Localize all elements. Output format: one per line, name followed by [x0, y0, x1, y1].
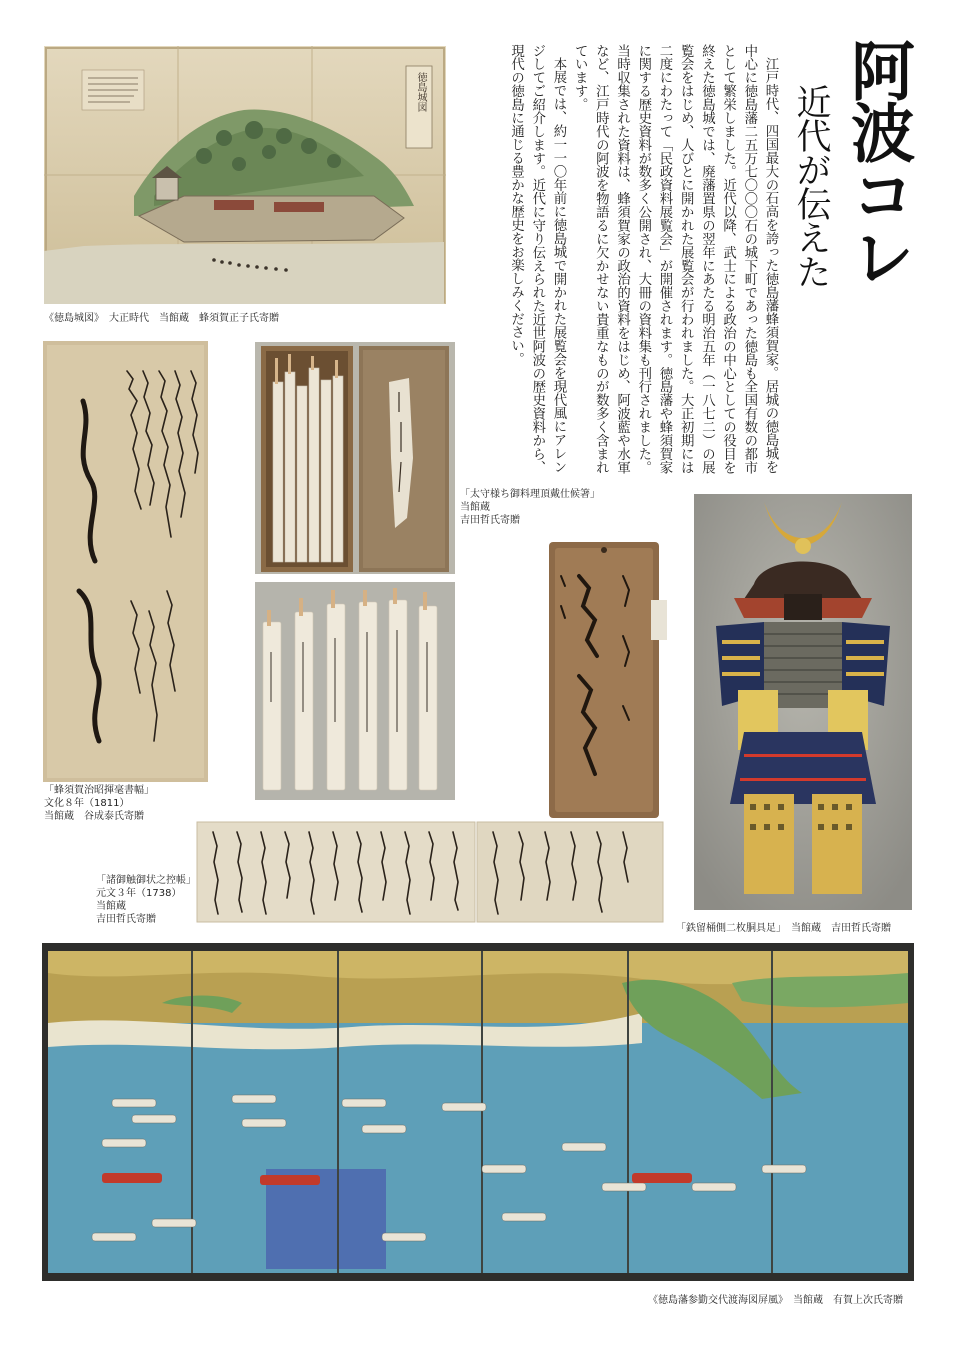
calligraphy-caption-owner: 当館蔵 谷成泰氏寄贈 [44, 811, 144, 822]
page-title: 阿波コレ [840, 38, 914, 286]
intro-text [475, 44, 781, 474]
ledger-caption-owner: 当館蔵 [96, 901, 126, 912]
armor-caption: 「鉄留桶側二枚胴具足」 当館蔵 吉田哲氏寄贈 [676, 923, 891, 934]
calligraphy-caption-date: 文化８年（1811） [44, 798, 130, 809]
ledger-caption-donor: 吉田哲氏寄贈 [96, 914, 156, 925]
castle-painting-image [44, 46, 446, 304]
chopstick-box-illustration [255, 342, 455, 574]
folding-screen-image [42, 943, 914, 1281]
calligraphy-scroll-image [43, 341, 208, 782]
calligraphy-illustration [43, 341, 208, 782]
ledger-caption-date: 元文３年（1738） [96, 888, 182, 899]
wrapped-chopsticks-illustration [255, 582, 455, 800]
wooden-plaque-illustration [539, 536, 673, 822]
samurai-armor-illustration [694, 494, 912, 910]
chopsticks-caption-title: 「太守様ち御料理頂戴仕候箸」 [460, 489, 600, 500]
intro-paragraph-2: 本展では、約一一〇年前に徳島城で開かれた展覧会を現代風にアレンジしてご紹介します。近代に守り伝えられた近世阿波の歴史資料から、現代の徳島に通じる豊かな歴史をお楽しみください。 [508, 44, 566, 474]
intro-paragraph-1: 江戸時代、四国最大の石高を誇った徳島藩蜂須賀家。居城の徳島城を中心に徳島藩二五万七〇〇〇石の城下町であった徳島も全国有数の都市として繁栄しました。近代以降、武士による政治の中心としての役目を終えた徳島城では、廃藩置県の翌年にあたる明治五年（一八七二）の展覧会をはじめ、人びとに開かれた展覧会が行われました。大正初期には二度にわたって「民政資料展覧会」が開催されます。徳島藩や蜂須賀家に関する歴史資料が数多く公開され、大冊の資料集も刊行されました。当時収集された資料は、蜂須賀家の政治的資料をはじめ、阿波藍や水軍など、江戸時代の阿波を物語るに欠かせない貴重なものが数多く含まれています。 [572, 44, 778, 474]
chopsticks-caption-donor: 吉田哲氏寄贈 [460, 515, 520, 526]
chopstick-box-image [255, 342, 455, 574]
chopsticks-caption-owner: 当館蔵 [460, 502, 490, 513]
wrapped-chopsticks-image [255, 582, 455, 800]
screen-caption: 《徳島藩参勤交代渡海図屏風》 当館蔵 有賀上次氏寄贈 [648, 1295, 903, 1306]
wooden-plaque-image [539, 536, 673, 822]
page-subtitle: 近代が伝えた [791, 84, 831, 288]
ledger-book-image [193, 818, 666, 926]
castle-map-label: 徳島城図 [415, 72, 426, 112]
ledger-book-illustration [193, 818, 666, 926]
castle-caption: 《徳島城図》 大正時代 当館蔵 蜂須賀正子氏寄贈 [44, 313, 279, 324]
castle-painting-illustration [44, 46, 446, 304]
ledger-caption-title: 「諸御触御状之控帳」 [96, 875, 196, 886]
calligraphy-caption-title: 「蜂須賀治昭揮毫書幅」 [44, 785, 154, 796]
samurai-armor-image [694, 494, 912, 910]
folding-screen-illustration [42, 943, 914, 1281]
